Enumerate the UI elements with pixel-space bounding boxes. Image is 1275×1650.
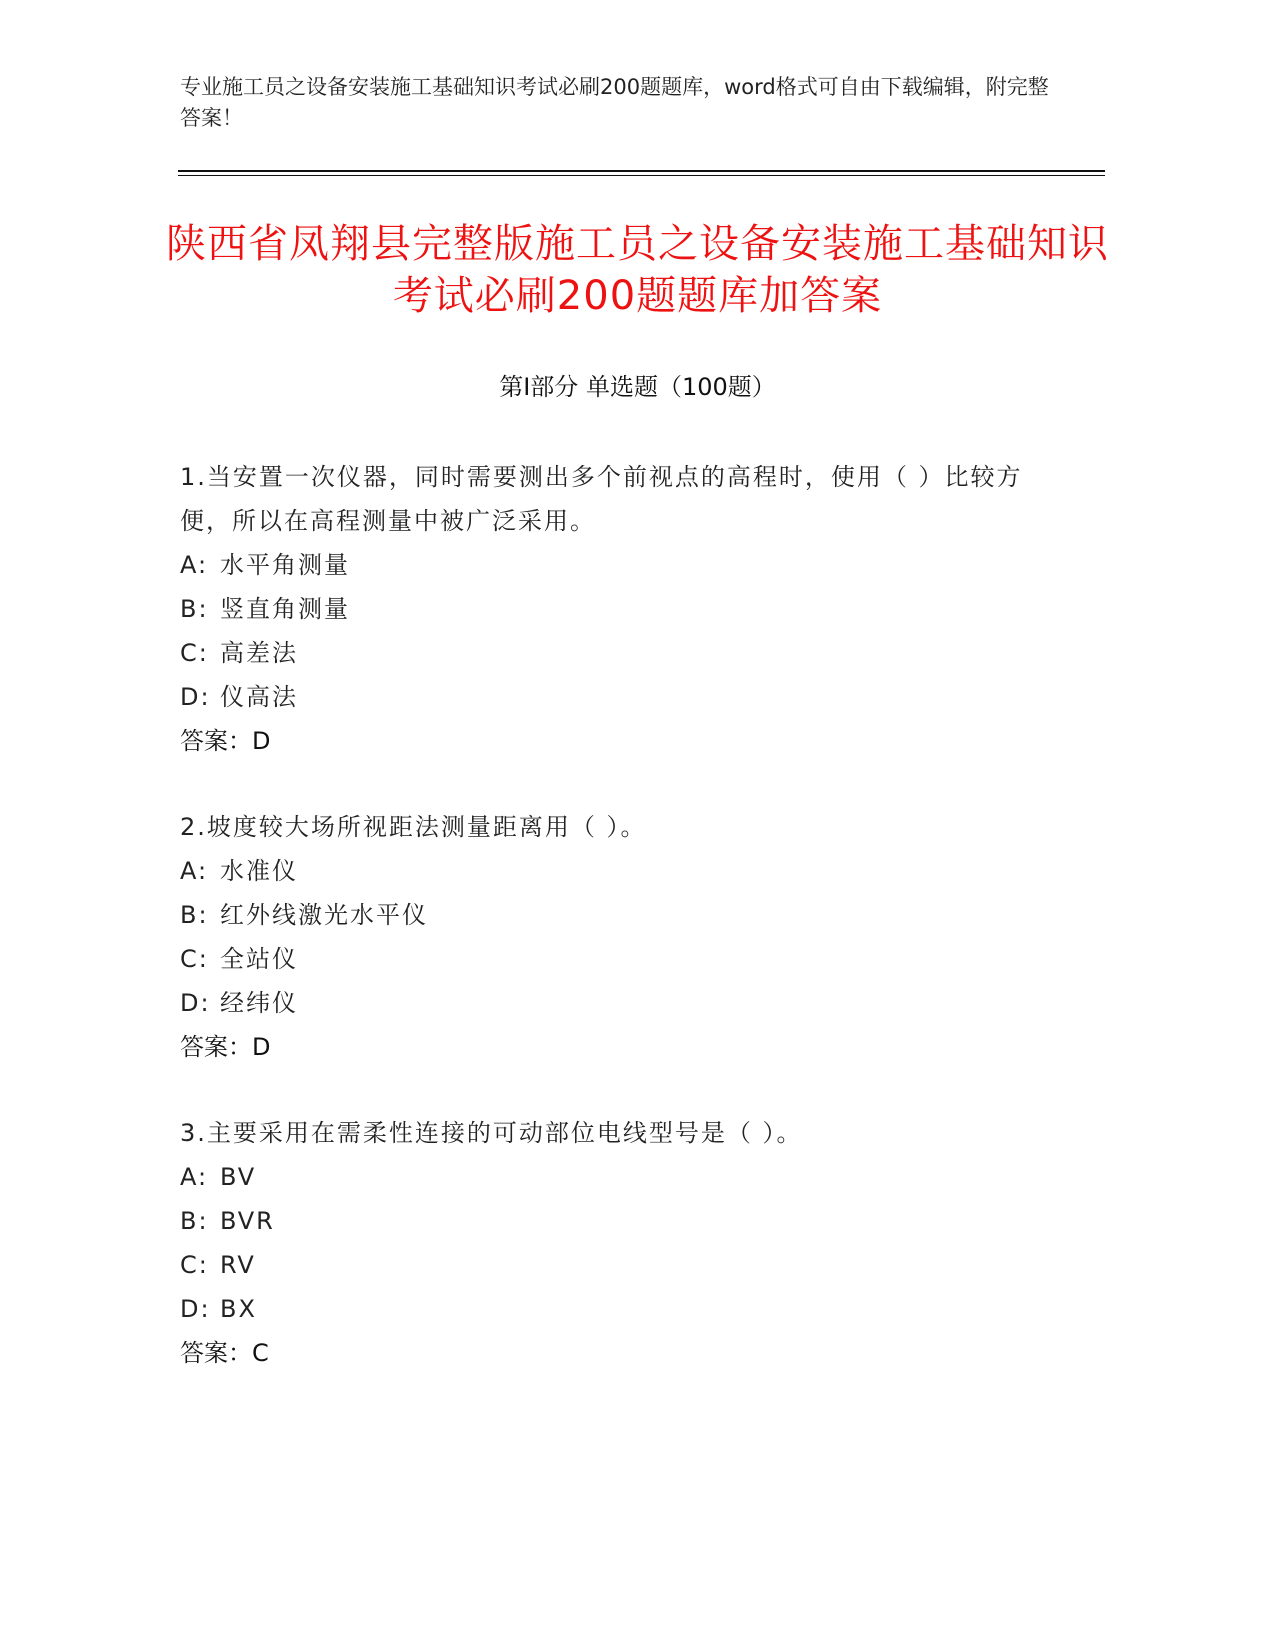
option-c <box>180 937 1060 981</box>
option-letter: A: <box>180 551 209 579</box>
option-text: 高差法 <box>220 639 298 667</box>
option-c <box>180 631 1060 675</box>
option-text: BX <box>220 1295 257 1323</box>
option-a <box>180 1155 1060 1199</box>
option-d <box>180 981 1060 1025</box>
option-letter: C: <box>180 945 209 973</box>
header-divider-thin <box>178 175 1105 176</box>
option-text: RV <box>220 1251 256 1279</box>
header-note: 专业施工员之设备安装施工基础知识考试必刷200题题库，word格式可自由下载编辑，附完整答案！ <box>180 75 1049 130</box>
option-b <box>180 587 1060 631</box>
option-letter: C: <box>180 1251 209 1279</box>
option-text: 竖直角测量 <box>220 595 350 623</box>
answer-line: 答案：C <box>180 1339 269 1367</box>
option-text: BV <box>220 1163 257 1191</box>
option-b <box>180 1199 1060 1243</box>
option-text: 红外线激光水平仪 <box>220 901 428 929</box>
option-text: BVR <box>220 1207 275 1235</box>
option-letter: B: <box>180 901 209 929</box>
question-stem: 3.主要采用在需柔性连接的可动部位电线型号是（ ）。 <box>180 1119 803 1147</box>
question-list <box>180 455 1060 1417</box>
answer-line: 答案：D <box>180 1033 271 1061</box>
option-d <box>180 1287 1060 1331</box>
option-letter: B: <box>180 1207 209 1235</box>
option-a <box>180 849 1060 893</box>
question-3 <box>180 1111 1060 1375</box>
question-stem: 2.坡度较大场所视距法测量距离用（ ）。 <box>180 813 647 841</box>
option-letter: D: <box>180 989 211 1017</box>
option-letter: A: <box>180 857 209 885</box>
option-letter: D: <box>180 683 211 711</box>
option-text: 水准仪 <box>220 857 298 885</box>
option-text: 经纬仪 <box>220 989 298 1017</box>
option-letter: C: <box>180 639 209 667</box>
section-heading: 第Ⅰ部分 单选题（100题） <box>499 373 776 401</box>
option-text: 全站仪 <box>220 945 298 973</box>
option-c <box>180 1243 1060 1287</box>
option-b <box>180 893 1060 937</box>
document-title: 陕西省凤翔县完整版施工员之设备安装施工基础知识考试必刷200题题库加答案 <box>166 221 1109 319</box>
answer-line: 答案：D <box>180 727 271 755</box>
question-1 <box>180 455 1060 763</box>
question-2 <box>180 805 1060 1069</box>
question-stem: 1.当安置一次仪器，同时需要测出多个前视点的高程时，使用（ ）比较方便，所以在高程测量中被广泛采用。 <box>180 463 1023 535</box>
option-a <box>180 543 1060 587</box>
option-text: 仪高法 <box>220 683 298 711</box>
option-letter: B: <box>180 595 209 623</box>
option-d <box>180 675 1060 719</box>
option-letter: A: <box>180 1163 209 1191</box>
option-text: 水平角测量 <box>220 551 350 579</box>
option-letter: D: <box>180 1295 211 1323</box>
header-divider-thick <box>178 170 1105 172</box>
